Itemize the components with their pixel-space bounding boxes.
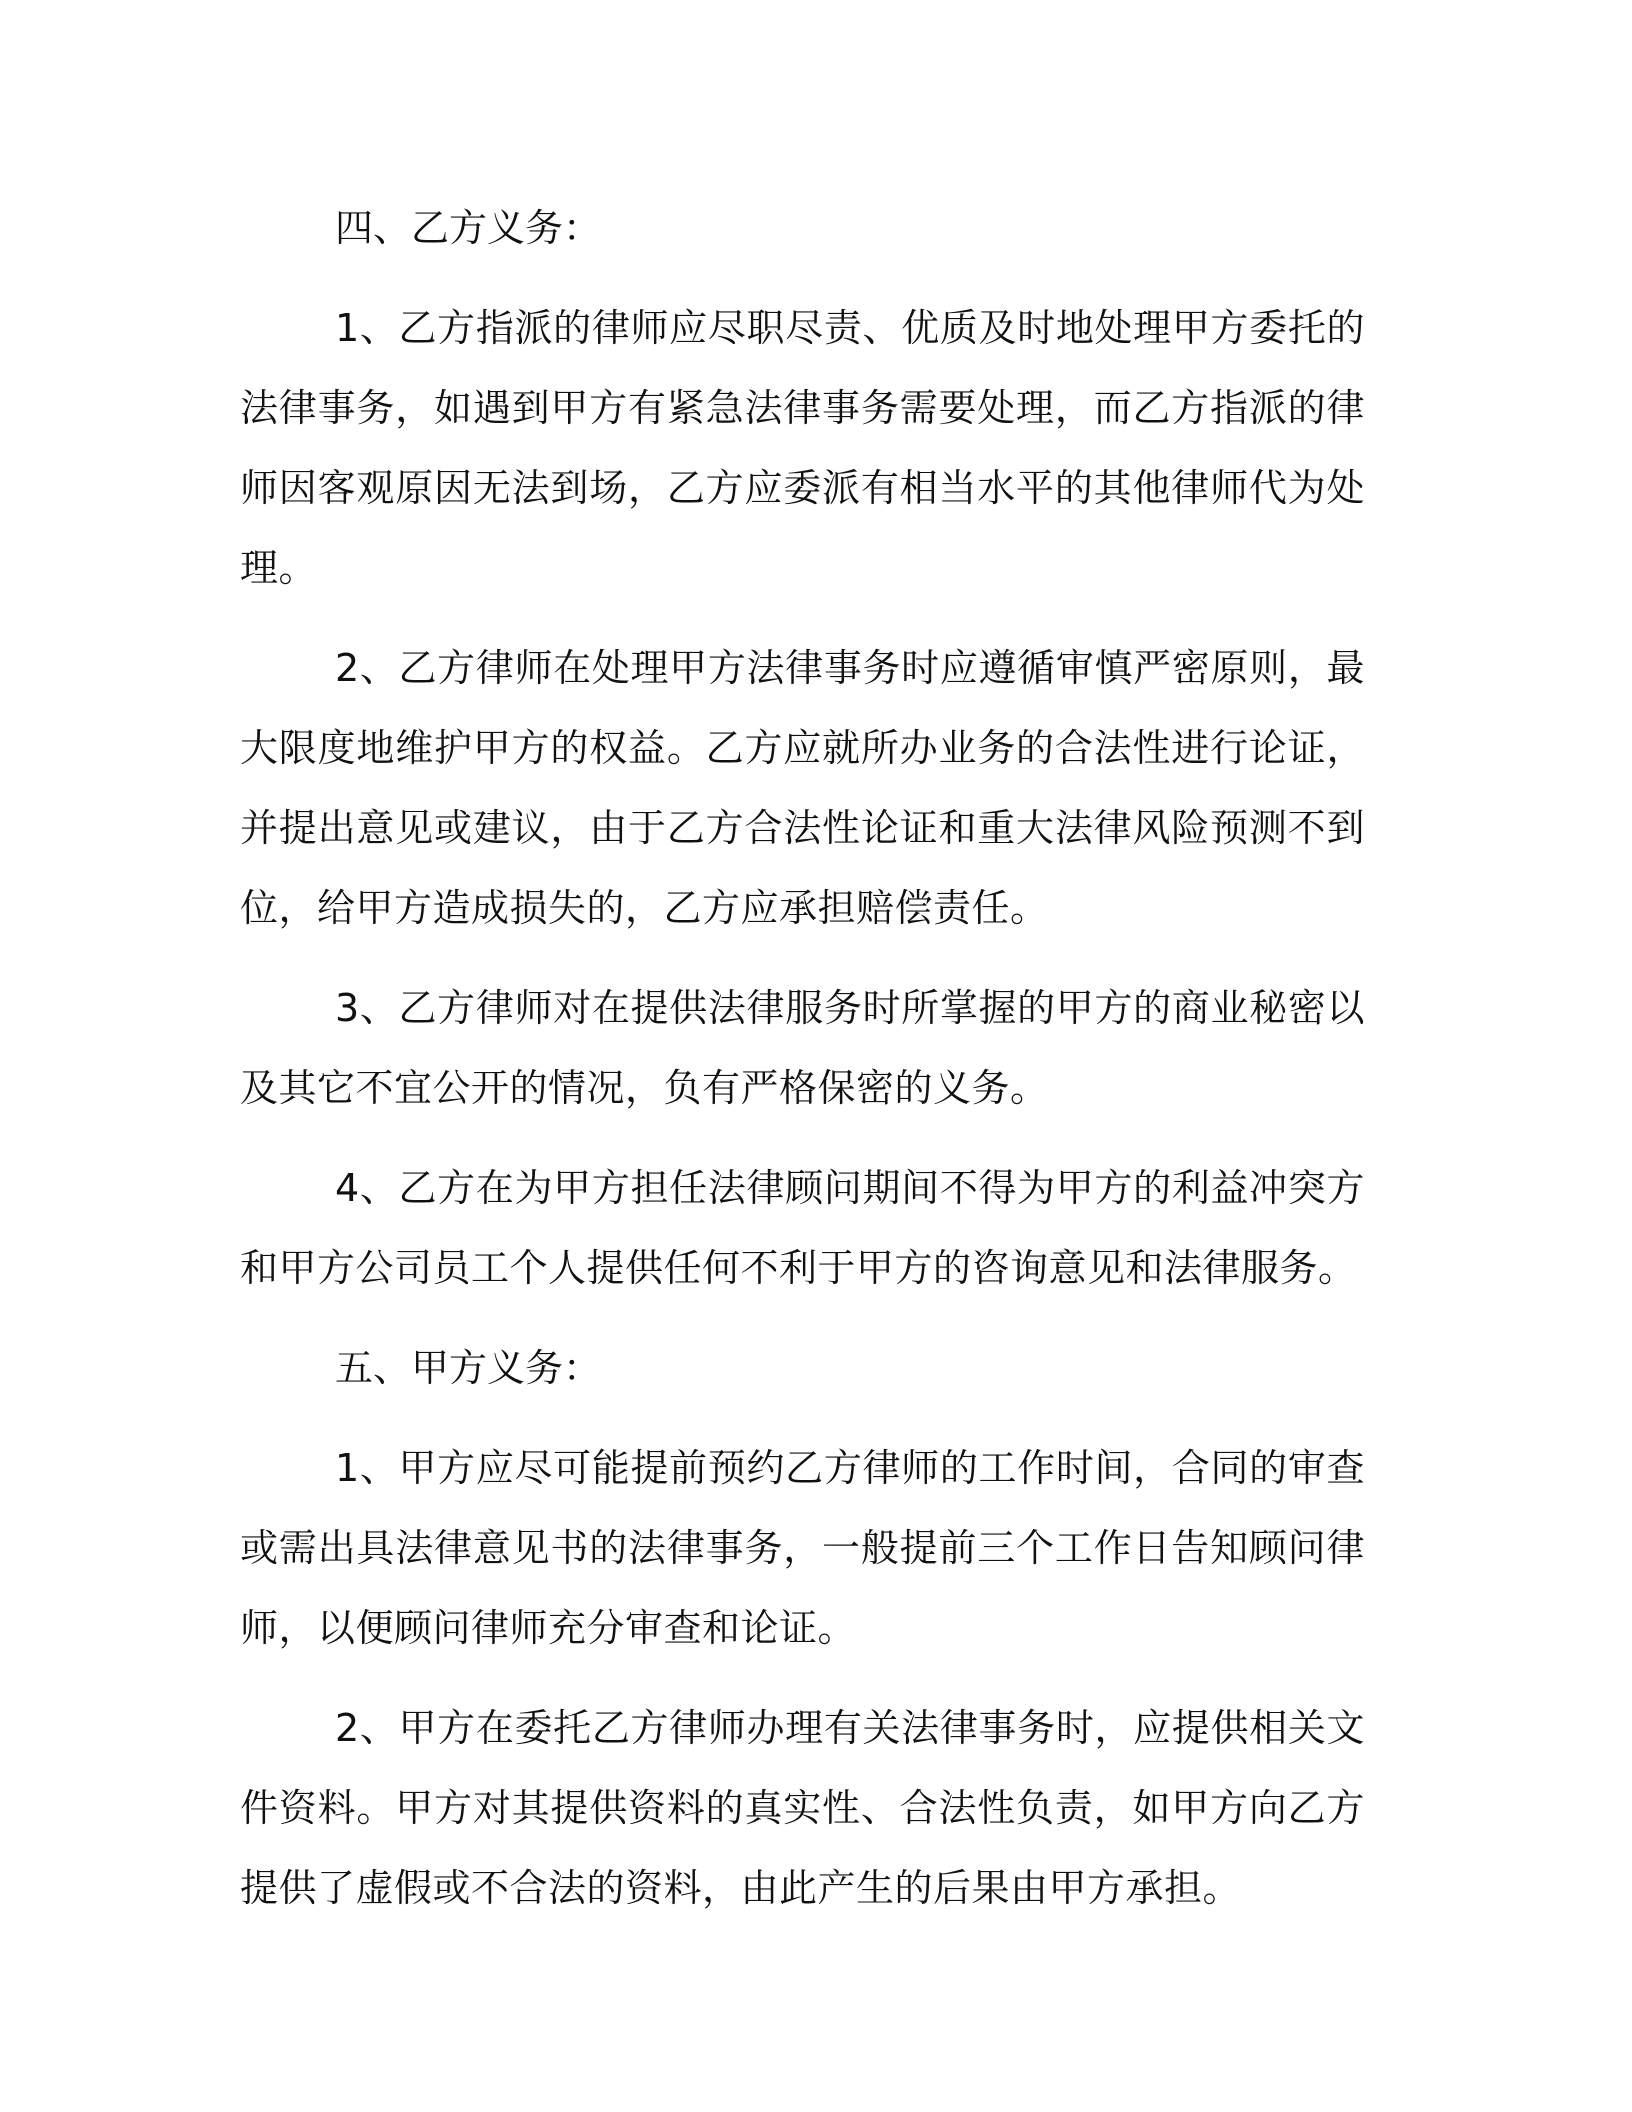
clause-paragraph: 2、甲方在委托乙方律师办理有关法律事务时，应提供相关文件资料。甲方对其提供资料的真实性、合法性负责，如甲方向乙方提供了虚假或不合法的资料，由此产生的后果由甲方承担。 (240, 1706, 1365, 1910)
section-heading: 五、甲方义务： (335, 1346, 602, 1390)
clause-paragraph: 1、乙方指派的律师应尽职尽责、优质及时地处理甲方委托的法律事务，如遇到甲方有紧急法律事务需要处理，而乙方指派的律师因客观原因无法到场，乙方应委派有相当水平的其他律师代为处理。 (240, 306, 1365, 590)
section-party-a-obligations (240, 1328, 1365, 1928)
clause-paragraph: 2、乙方律师在处理甲方法律事务时应遵循审慎严密原则，最大限度地维护甲方的权益。乙方应就所办业务的合法性进行论证，并提出意见或建议，由于乙方合法性论证和重大法律风险预测不到位，给甲方造成损失的，乙方应承担赔偿责任。 (240, 646, 1365, 930)
clause-paragraph: 3、乙方律师对在提供法律服务时所掌握的甲方的商业秘密以及其它不宜公开的情况，负有严格保密的义务。 (240, 986, 1365, 1110)
document-body (240, 188, 1365, 1948)
section-heading: 四、乙方义务： (335, 206, 602, 250)
clause-paragraph: 4、乙方在为甲方担任法律顾问期间不得为甲方的利益冲突方和甲方公司员工个人提供任何不利于甲方的咨询意见和法律服务。 (240, 1166, 1365, 1290)
section-party-b-obligations (240, 188, 1365, 1308)
clause-paragraph: 1、甲方应尽可能提前预约乙方律师的工作时间，合同的审查或需出具法律意见书的法律事务，一般提前三个工作日告知顾问律师，以便顾问律师充分审查和论证。 (240, 1446, 1365, 1650)
